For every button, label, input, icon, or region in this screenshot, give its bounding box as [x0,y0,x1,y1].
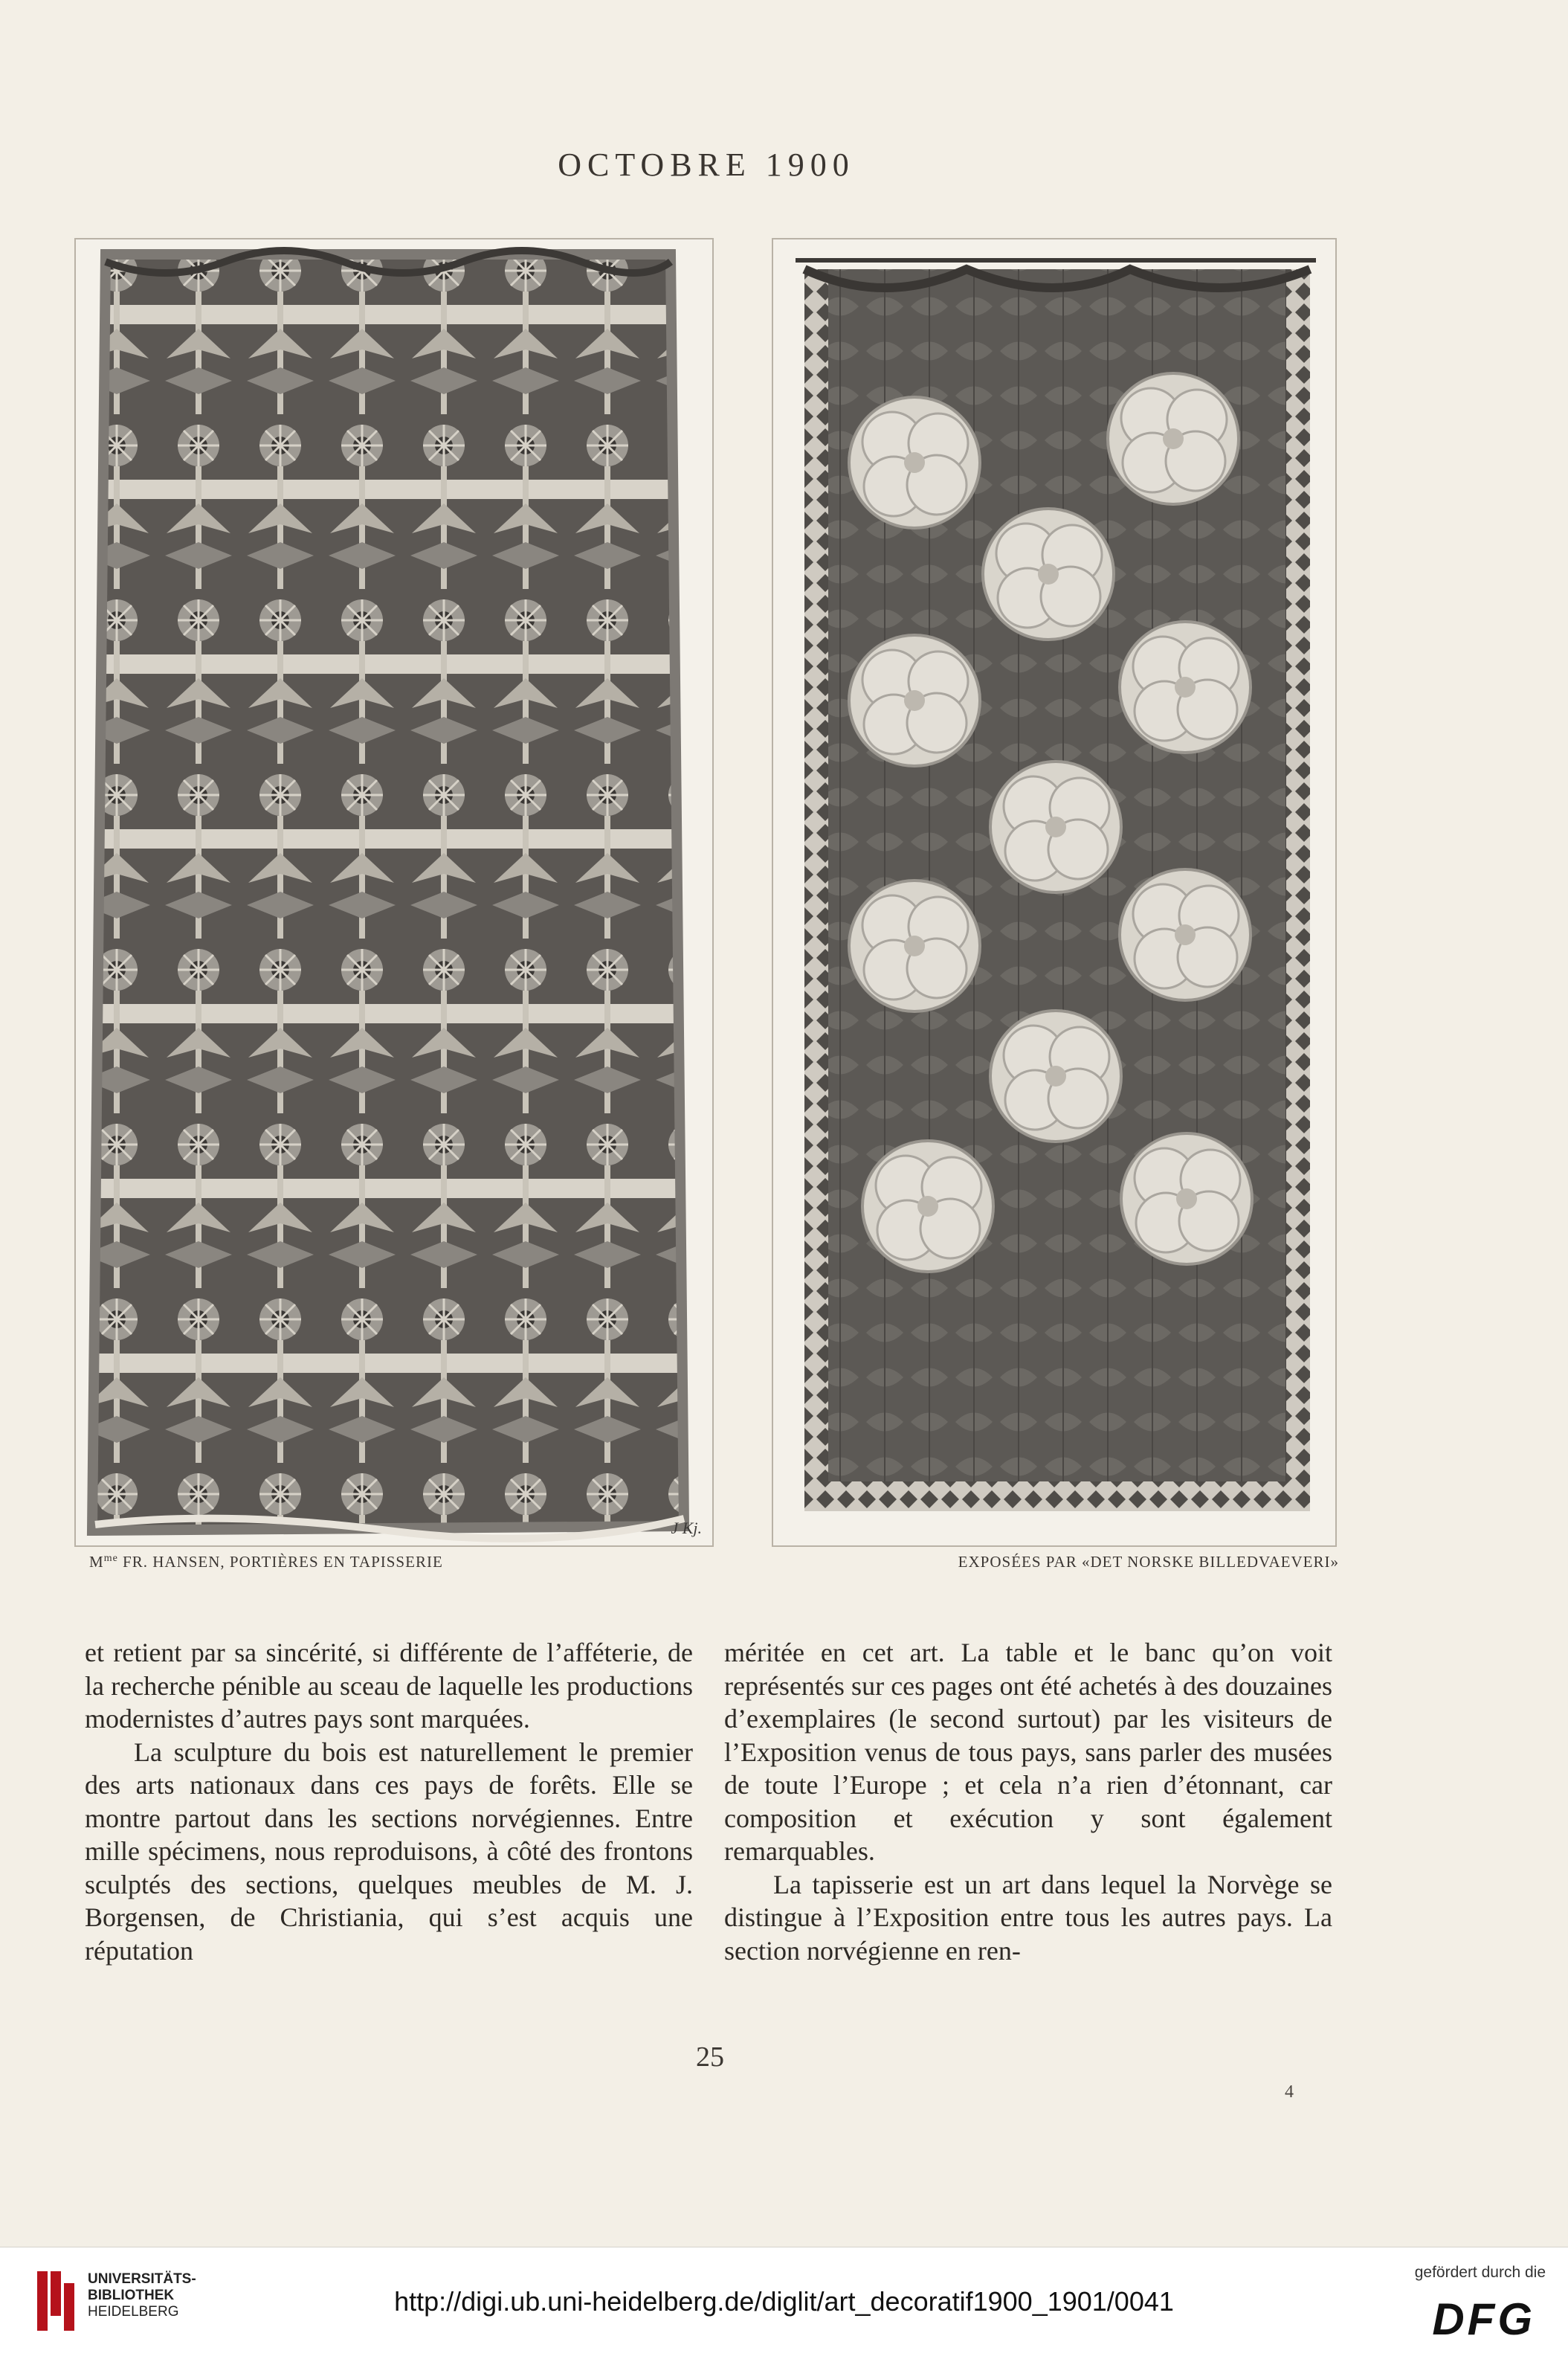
library-name-line: BIBLIOTHEK [88,2288,175,2303]
tapestry-image-right [773,239,1335,1545]
page-number: 25 [696,2041,724,2073]
library-name-line: HEIDELBERG [88,2304,179,2320]
paragraph: La sculpture du bois est naturellement le premier des arts nationaux dans ces pays de forêts. Elle se montre partout dans les sections norvégiennes. Entre mille spécimens, nous reproduisons, à côté des frontons sculptés des sections, quelques meubles de M. J. Borgensen, de Christiania, qui s’est acquis une réputation [85,1737,693,1966]
tapestry-image-left [76,239,712,1545]
running-header: OCTOBRE 1900 [558,147,855,183]
library-name-line: UNIVERSITÄTS- [88,2271,196,2287]
body-column-right [724,1636,1332,1967]
caption-right: EXPOSÉES PAR «DET NORSKE BILLEDVAEVERI» [958,1553,1339,1571]
caption-left-superscript: me [103,1553,118,1564]
body-column-left [85,1636,693,1967]
tapestry-plate-right [772,238,1337,1547]
signature-mark: 4 [1285,2082,1294,2102]
caption-left-text: FR. HANSEN, PORTIÈRES EN TAPISSERIE [117,1553,443,1571]
artist-monogram: J Kj. [671,1519,702,1537]
tapestry-plate-left [74,238,714,1547]
caption-left [89,1553,443,1571]
paragraph: La tapisserie est un art dans lequel la Norvège se distingue à l’Exposition entre tous les autres pays. La section norvégienne en ren- [724,1869,1332,1966]
digitization-footer [0,2247,1568,2359]
dfg-logo: DFG [1432,2294,1535,2344]
funding-note: gefördert durch die [1414,2264,1546,2281]
paragraph: méritée en cet art. La table et le banc qu’on voit représentés sur ces pages ont été achetés à des douzaines d’exemplaires (le second surtout) par les visiteurs de l’Exposition venus de tous pays, sans parler des musées de toute l’Europe ; et cela n’a rien d’étonnant, car composition et exécution y sont également remarquables. [724,1638,1332,1866]
paragraph: et retient par sa sincérité, si différente de l’afféterie, de la recherche pénible au sceau de laquelle les productions modernistes d’autres pays sont marquées. [85,1638,693,1734]
caption-left-prefix: M [89,1553,104,1571]
permalink-url[interactable]: http://digi.ub.uni-heidelberg.de/diglit/art_decoratif1900_1901/0041 [394,2286,1174,2317]
